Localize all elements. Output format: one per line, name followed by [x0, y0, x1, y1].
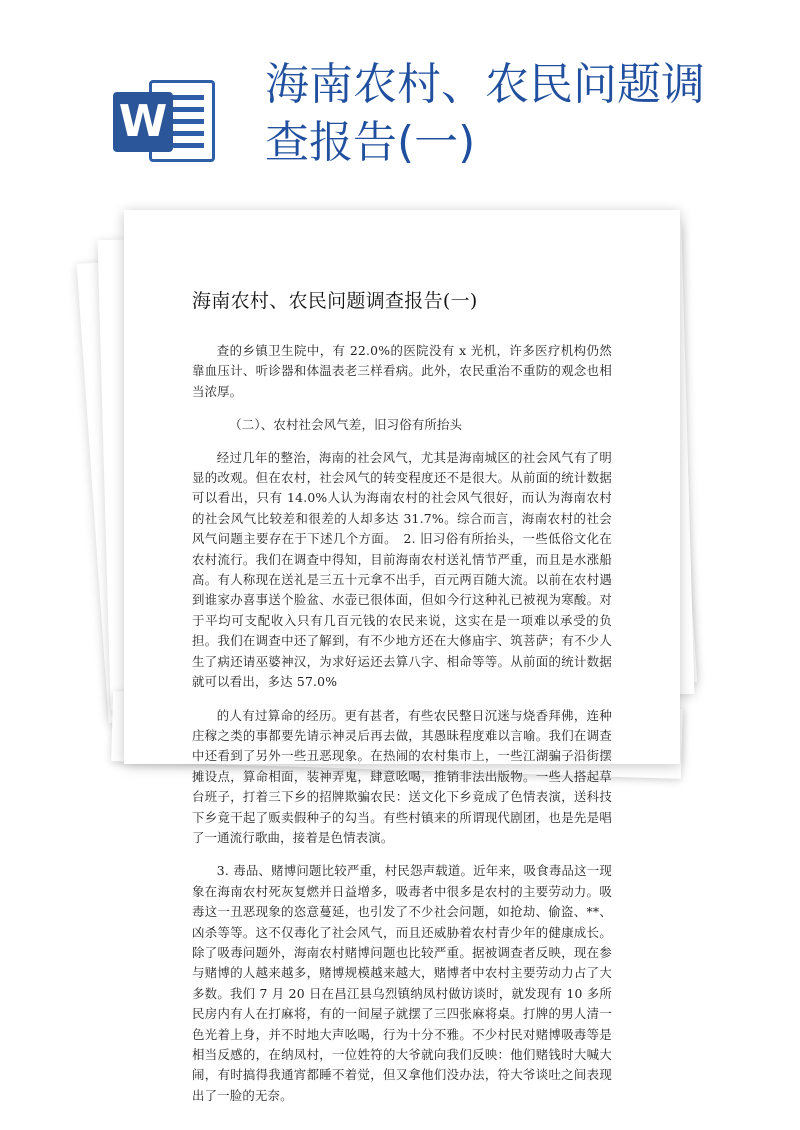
paragraph-social-customs: 经过几年的整治，海南的社会风气，尤其是海南城区的社会风气有了明显的改观。但在农村，社会风气的转变程度还不是很大。从前面的统计数据可以看出，只有 14.0%人认为海南农村的社会风气很好，而认为海南农村的社会风气比较差和很差的人却多达 31.7%。综合而言，海南农村的社会风气问题主要存在于下述几个方面。 2. 旧习俗有所抬头，一些低俗文化在农村流行。我们在调查中得知，目前海南农村送礼情节严重，而且是水涨船高。有人称现在送礼是三五十元拿不出手，百元两百随大流。以前在农村遇到谁家办喜事送个脸盆、水壶已很体面，但如今行这种礼已被视为寒酸。对于平均可支配收入只有几百元钱的农民来说，这实在是一项难以承受的负担。我们在调查中还了解到，有不少地方还在大修庙宇、筑菩萨；有不少人生了病还请巫婆神汉，为求好运还去算八字、相命等等。从前面的统计数据就可以看出，多达 57.0% — [192, 449, 612, 690]
paragraph-drugs-gambling: 3. 毒品、赌博问题比较严重，村民怨声载道。近年来，吸食毒品这一现象在海南农村死灰复燃并日益增多，吸毒者中很多是农村的主要劳动力。吸毒这一丑恶现象的恣意蔓延，也引发了不少社会问题，如抢劫、偷盗、**、凶杀等等。这不仅毒化了社会风气，而且还威胁着农村青少年的健康成长。除了吸毒问题外，海南农村赌博问题也比较严重。据被调查者反映，现在参与赌博的人越来越多，赌博规模越来越大，赌博者中农村主要劳动力占了大多数。我们 7 月 20 日在昌江县乌烈镇纳凤村做访谈时，就发现有 10 多所民房内有人在打麻将，有的一间屋子就摆了三四张麻将桌。打牌的男人清一色光着上身，并不时地大声吆喝，行为十分不雅。不少村民对赌博吸毒等是相当反感的，在纳凤村，一位姓符的大爷就向我们反映：他们赌钱时大喊大闹，有时搞得我通宵都睡不着觉，但又拿他们没办法，符大爷谈吐之间表现出了一脸的无奈。 — [192, 863, 612, 1103]
word-document-icon — [113, 72, 217, 168]
paragraph-superstition: 的人有过算命的经历。更有甚者，有些农民整日沉迷与烧香拜佛，连种庄稼之类的事都要先请示神灵后再去做，其愚昧程度难以言喻。我们在调查中还看到了另外一些丑恶现象。在热闹的农村集市上，一些江湖骗子沿街摆摊设点，算命相面，装神弄鬼，肆意吆喝，推销非法出版物。一些人搭起草台班子，打着三下乡的招牌欺骗农民：送文化下乡竟成了色情表演，送科技下乡竟干起了贩卖假种子的勾当。有些村镇来的所谓现代剧团，也是先是唱了一通流行歌曲，接着是色情表演。 — [192, 707, 612, 845]
section-heading: （二）、农村社会风气差，旧习俗有所抬头 — [229, 417, 463, 433]
word-letter-badge: W — [113, 92, 173, 152]
paragraph-health: 查的乡镇卫生院中，有 22.0%的医院没有 x 光机，许多医疗机构仍然靠血压计、听诊器和体温表老三样看病。此外，农民重治不重防的观念也相当浓厚。 — [192, 343, 612, 399]
document-page — [124, 210, 680, 1103]
page-title: 海南农村、农民问题调查报告(一) — [265, 59, 705, 168]
document-title: 海南农村、农民问题调查报告(一) — [192, 290, 478, 312]
